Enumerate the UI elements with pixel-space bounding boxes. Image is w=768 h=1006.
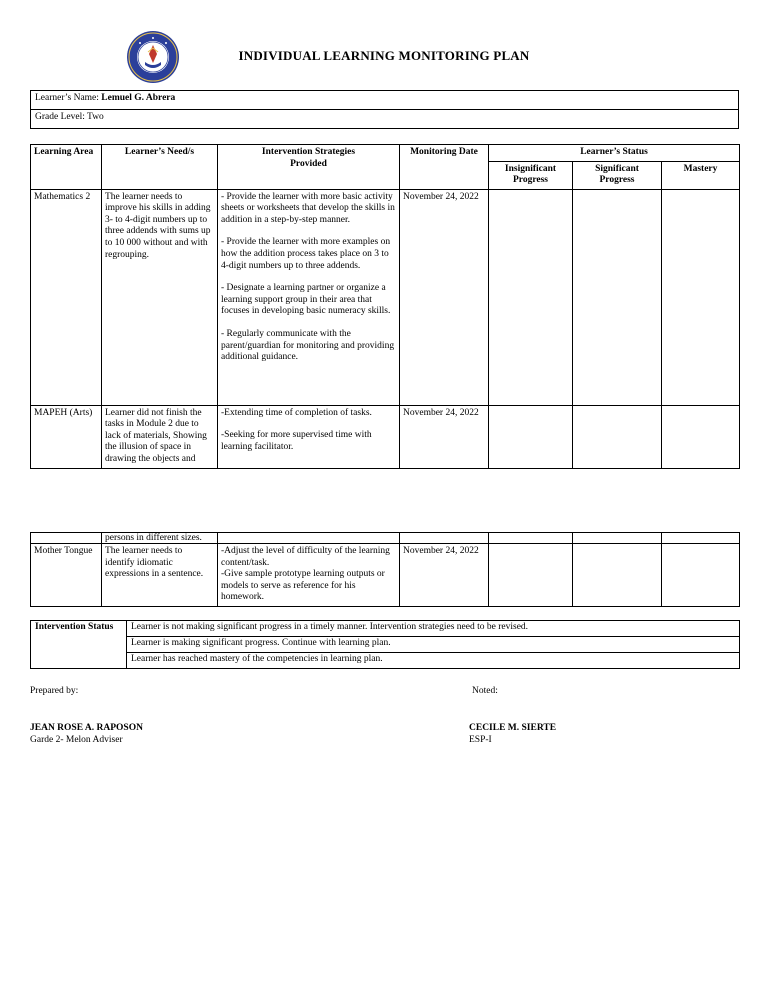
area-cell: Mother Tongue (31, 544, 102, 607)
learner-info-table (30, 90, 739, 129)
strategy-item: - Provide the learner with more examples on how the addition process takes place on 3 to 4-digit numbers up to three addends. (221, 237, 391, 271)
header-insignificant-progress: Insignificant Progress (489, 161, 573, 189)
header-intervention-strategies: Intervention Strategies Provided (218, 145, 400, 190)
noter-name: CECILE M. SIERTE (469, 723, 557, 733)
status-item: Learner has reached mastery of the competencies in learning plan. (127, 653, 740, 669)
status-item: Learner is making significant progress. Continue with learning plan. (127, 637, 740, 653)
header-mastery: Mastery (662, 161, 740, 189)
insignificant-cell (489, 544, 573, 607)
strategies-cell (218, 189, 400, 405)
monitoring-table-continued (30, 532, 740, 607)
intervention-status-table (30, 620, 740, 669)
table-row (31, 189, 740, 405)
significant-cell (573, 544, 662, 607)
learner-name-cell: Learner’s Name: Lemuel G. Abrera (31, 91, 739, 110)
date-cell: November 24, 2022 (400, 405, 489, 468)
header-monitoring-date: Monitoring Date (400, 145, 489, 190)
needs-continuation-cell: persons in different sizes. (102, 533, 218, 544)
document-title: INDIVIDUAL LEARNING MONITORING PLAN (238, 48, 530, 63)
monitoring-table (30, 144, 740, 469)
area-cell: MAPEH (Arts) (31, 405, 102, 468)
date-cell: November 24, 2022 (400, 544, 489, 607)
prepared-by-label: Prepared by: (30, 686, 79, 696)
area-cell: Mathematics 2 (31, 189, 102, 405)
header-significant-progress: Significant Progress (573, 161, 662, 189)
needs-cell: The learner needs to identify idiomatic expressions in a sentence. (102, 544, 218, 607)
grade-level-cell: Grade Level: Two (31, 110, 739, 129)
strategy-item: - Regularly communicate with the parent/guardian for monitoring and providing additional guidance. (221, 328, 395, 363)
header-learning-area: Learning Area (31, 145, 102, 190)
significant-cell (573, 189, 662, 405)
mastery-cell (662, 544, 740, 607)
noted-label: Noted: (472, 686, 498, 696)
strategy-item: -Extending time of completion of tasks. (221, 407, 372, 418)
preparer-title: Garde 2- Melon Adviser (30, 735, 123, 745)
header-learners-needs: Learner’s Need/s (102, 145, 218, 190)
significant-cell (573, 405, 662, 468)
mastery-cell (662, 405, 740, 468)
header-learners-status: Learner’s Status (489, 145, 740, 162)
strategies-cell (218, 405, 400, 468)
status-item: Learner is not making significant progress in a timely manner. Intervention strategies need to be revised. (127, 621, 740, 637)
strategies-cell (218, 544, 400, 607)
needs-cell: Learner did not finish the tasks in Module 2 due to lack of materials, Showing the illusion of space in drawing the objects and (102, 405, 218, 468)
strategy-item: -Adjust the level of difficulty of the learning content/task. (221, 546, 390, 568)
preparer-name: JEAN ROSE A. RAPOSON (30, 723, 143, 733)
mastery-cell (662, 189, 740, 405)
table-row (31, 544, 740, 607)
intervention-status-label: Intervention Status (31, 621, 127, 669)
insignificant-cell (489, 405, 573, 468)
strategy-item: - Provide the learner with more basic activity sheets or worksheets that develop the skills in addition in a step-by-step manner. (221, 191, 395, 225)
date-cell: November 24, 2022 (400, 189, 489, 405)
strategy-item: -Seeking for more supervised time with learning facilitator. (221, 430, 372, 452)
insignificant-cell (489, 189, 573, 405)
strategy-item: -Give sample prototype learning outputs or models to serve as reference for his homework. (221, 569, 385, 603)
needs-cell: The learner needs to improve his skills in adding 3- to 4-digit numbers up to three addends with sums up to 10 000 without and with regrouping. (102, 189, 218, 405)
table-row (31, 405, 740, 468)
table-row (31, 533, 740, 544)
noter-title: ESP-I (469, 735, 492, 745)
strategy-item: - Designate a learning partner or organize a learning support group in their area that focuses in developing basic numeracy skills. (221, 283, 391, 317)
